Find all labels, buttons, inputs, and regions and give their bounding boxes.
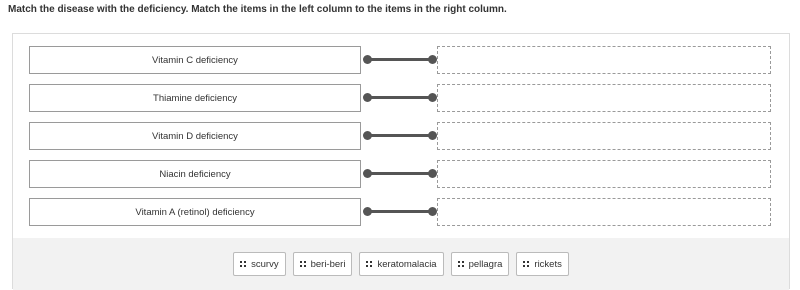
answer-bank [13, 238, 789, 290]
answer-chip-keratomalacia[interactable] [359, 252, 443, 276]
answer-chip-label: pellagra [468, 258, 503, 270]
grip-icon [366, 261, 372, 267]
drop-target[interactable] [437, 198, 771, 226]
prompt-item: Thiamine deficiency [29, 84, 361, 112]
answer-chip-pellagra[interactable] [451, 252, 510, 276]
prompt-item: Niacin deficiency [29, 160, 361, 188]
answer-chip-label: scurvy [251, 258, 279, 270]
answer-chip-label: keratomalacia [377, 258, 437, 270]
connector-line [363, 131, 437, 141]
drop-target[interactable] [437, 122, 771, 150]
match-row [13, 46, 789, 74]
drop-target[interactable] [437, 160, 771, 188]
connector-line [363, 55, 437, 65]
drop-target[interactable] [437, 84, 771, 112]
grip-icon [458, 261, 464, 267]
match-row [13, 198, 789, 226]
answer-chip-label: beri-beri [310, 258, 346, 270]
answer-chip-beri-beri[interactable] [293, 252, 353, 276]
match-row [13, 84, 789, 112]
grip-icon [523, 261, 529, 267]
match-row [13, 122, 789, 150]
grip-icon [300, 261, 306, 267]
drop-target[interactable] [437, 46, 771, 74]
connector-line [363, 169, 437, 179]
connector-line [363, 93, 437, 103]
answer-chip-scurvy[interactable] [233, 252, 285, 276]
prompt-item: Vitamin A (retinol) deficiency [29, 198, 361, 226]
answer-chip-rickets[interactable] [516, 252, 568, 276]
match-row [13, 160, 789, 188]
instructions-text: Match the disease with the deficiency. Match the items in the left column to the items in the right column. [8, 4, 507, 15]
prompt-item: Vitamin D deficiency [29, 122, 361, 150]
matching-panel [12, 33, 790, 289]
prompt-item: Vitamin C deficiency [29, 46, 361, 74]
connector-line [363, 207, 437, 217]
answer-chip-label: rickets [534, 258, 562, 270]
grip-icon [240, 261, 246, 267]
